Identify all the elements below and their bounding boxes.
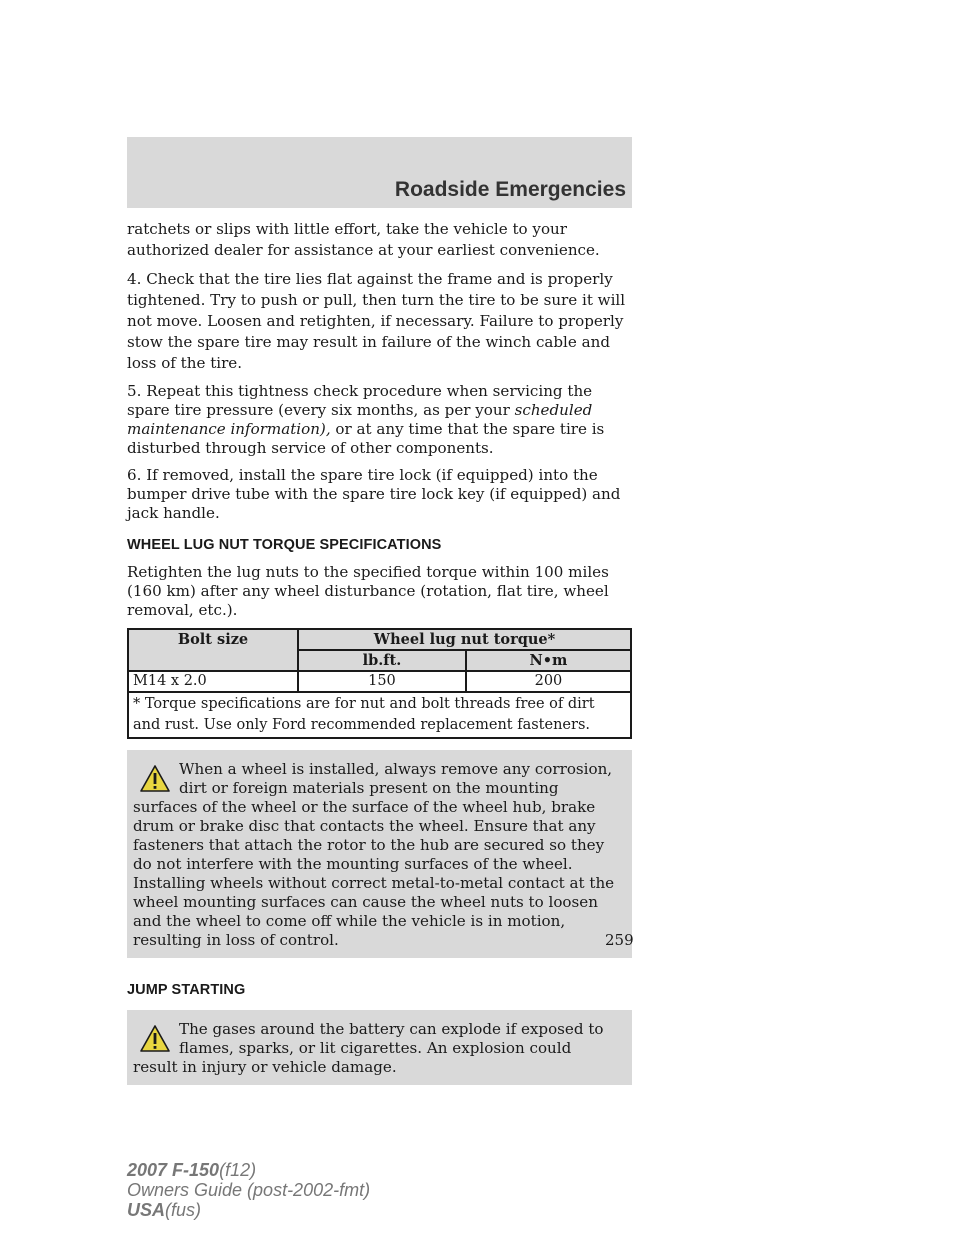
footer-line-2: Owners Guide (post-2002-fmt) (127, 1180, 371, 1200)
paragraph-continuation: ratchets or slips with little effort, take the vehicle to your authorized dealer for assistance at your earliest convenience. (127, 220, 600, 259)
footer-model: 2007 F-150 (127, 1160, 220, 1180)
section-header (127, 137, 632, 208)
table-header-row (128, 629, 631, 650)
unit-lbft: lb.ft. (298, 650, 466, 671)
footer-region: USA (127, 1200, 166, 1220)
wheel-install-warning (127, 750, 632, 958)
col-bolt-size: Bolt size (128, 629, 298, 671)
section-title: Roadside Emergencies (394, 178, 626, 201)
cell-nm: 200 (466, 671, 631, 692)
warning-triangle-icon (139, 1024, 171, 1053)
step-5-text-end: or at any time that the spare tire is disturbed through service of other components. (127, 420, 605, 457)
footer-region-code: (fus) (165, 1200, 202, 1220)
paragraph-step-4: 4. Check that the tire lies flat against the frame and is properly tightened. Try to push or pull, then turn the tire to be sure it will not move. Loosen and retighten, if necessary. Failure to properly stow the spare tire may result in failure of the winch cable and loss of the tire. (127, 270, 626, 372)
battery-warning (127, 1010, 632, 1085)
paragraph-step-6: 6. If removed, install the spare tire lock (if equipped) into the bumper drive tube with the spare tire lock key (if equipped) and jack handle. (127, 466, 621, 522)
torque-table (127, 628, 632, 739)
torque-intro: Retighten the lug nuts to the specified torque within 100 miles (160 km) after any wheel disturbance (rotation, flat tire, wheel removal, etc.). (127, 563, 609, 619)
cell-bolt: M14 x 2.0 (128, 671, 298, 692)
step-5-text: 5. Repeat this tightness check procedure when servicing the spare tire pressure (every six months, as per your (127, 382, 593, 419)
unit-nm: N•m (466, 650, 631, 671)
warning-triangle-icon (139, 764, 171, 793)
table-row (128, 671, 631, 692)
step-5-italic-ref: scheduled maintenance information), (127, 401, 593, 438)
torque-heading: WHEEL LUG NUT TORQUE SPECIFICATIONS (127, 537, 442, 553)
battery-warning-text: The gases around the battery can explode if exposed to flames, sparks, or lit cigarettes. An explosion could result in injury or vehicle damage. (133, 1020, 604, 1076)
paragraph-step-5 (127, 382, 632, 458)
table-footnote-row (128, 692, 631, 738)
document-footer (127, 1160, 370, 1220)
cell-lbft: 150 (298, 671, 466, 692)
wheel-warning-text: When a wheel is installed, always remove any corrosion, dirt or foreign materials present on the mounting surfaces of the wheel or the surface of the wheel hub, brake drum or brake disc that contacts the wheel. Ensure that any fasteners that attach the rotor to the hub are secured so they do not interfere with the mounting surfaces of the wheel. Installing wheels without correct metal-to-metal contact at the wheel mounting surfaces can cause the wheel nuts to loosen and the wheel to come off while the vehicle is in motion, resulting in loss of control. (133, 760, 615, 949)
col-torque: Wheel lug nut torque* (298, 629, 631, 650)
jump-heading: JUMP STARTING (127, 982, 246, 998)
footer-line-3 (127, 1200, 370, 1220)
footer-line-1 (127, 1160, 370, 1180)
page-content (127, 219, 632, 1085)
table-footnote: * Torque specifications are for nut and bolt threads free of dirt and rust. Use only Ford recommended replacement fasteners. (128, 692, 631, 738)
footer-model-code: (f12) (219, 1160, 257, 1180)
page-number: 259 (605, 931, 634, 949)
